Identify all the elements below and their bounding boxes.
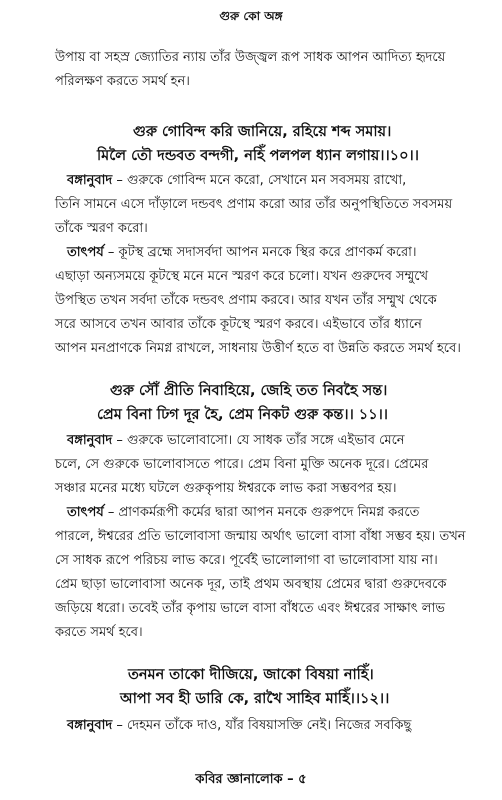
meaning-10-line-1: তাৎপর্য – কূটস্থ ব্রহ্মে সদাসর্বদা আপন মনকে স্থির করে প্রাণকর্ম করো। (67, 245, 417, 260)
meaning-11-line-4: প্রেম ছাড়া ভালোবাসা অনেক দূর, তাই প্রথম অবস্থায় প্রেমের দ্বারা গুরুদেবকে (55, 577, 447, 592)
verse-11-line-1: গুরু সৌঁ প্রীতি নিবাহিয়ে, জেহি তত নিবহৈ সন্ত। (110, 383, 388, 399)
translation-10-line-1: বঙ্গানুবাদ – গুরুকে গোবিন্দ মনে করো, সেখানে মন সবসময় রাখো, (67, 173, 407, 188)
meaning-10-line-5: আপন মনপ্রাণকে নিমগ্ন রাখলে, সাধনায় উত্তীর্ণ হতে বা উন্নতি করতে সমর্থ হবে। (55, 341, 461, 356)
meaning-11-line-5: জড়িয়ে ধরো। তবেই তাঁর কৃপায় ভালে বাসা বাঁধতে এবং ঈশ্বরের সাক্ষাৎ লাভ (55, 601, 445, 616)
translation-11-line-1: বঙ্গানুবাদ – গুরুকে ভালোবাসো। যে সাধক তাঁর সঙ্গে এইভাব মেনে (67, 433, 405, 448)
meaning-label: তাৎপর্য (67, 505, 104, 520)
translation-10-line-2: তিনি সামনে এসে দাঁড়ালে দন্ডবৎ প্রণাম করো আর তাঁর অনুপস্থিতিতে সবসময় (55, 197, 453, 212)
meaning-label: তাৎপর্য (67, 245, 104, 260)
meaning-10-line-3: উপস্থিত তখন সর্বদা তাঁকে দন্ডবৎ প্রণাম করবে। আর যখন তাঁর সম্মুখ থেকে (55, 293, 437, 308)
verse-10-line-2: মিলৈ তৌ দন্ডবত বন্দগী, নহিঁ পলপল ধ্যান লগায়।।১০।। (97, 148, 419, 164)
translation-11-line-2: চলে, সে গুরুকে ভালোবাসতে পারে। প্রেম বিনা মুক্তি অনেক দূরে। প্রেমের (55, 457, 429, 472)
meaning-10-line-4: সরে আসবে তখন আবার তাঁকে কূটস্থে স্মরণ করবে। এইভাবে তাঁর ধ্যানে (55, 317, 422, 332)
meaning-11-line-2: পারলে, ঈশ্বরের প্রতি ভালোবাসা জন্মায় অর্থাৎ ভালো বাসা বাঁধা সম্ভব হয়। তখন (55, 529, 466, 544)
intro-line-2: পরিলক্ষণ করতে সমর্থ হন। (55, 74, 190, 89)
running-header: গুরু কো অঙ্গ (219, 9, 283, 23)
meaning-10-line-2: এছাড়া অন্যসময়ে কূটস্থে মনে মনে স্মরণ করে চলো। যখন গুরুদেব সম্মুখে (55, 269, 428, 284)
translation-label: বঙ্গানুবাদ (67, 718, 113, 733)
verse-11-line-2: প্রেম বিনা ঢিগ দূর হৈ, প্রেম নিকট গুরু কন্ত।। ১১।। (97, 407, 388, 423)
translation-12-line-1: বঙ্গানুবাদ – দেহমন তাঁকে দাও, যাঁর বিষয়াসক্তি নেই। নিজের সবকিছু (67, 718, 412, 733)
translation-label: বঙ্গানুবাদ (67, 433, 113, 448)
verse-10-line-1: গুরু গোবিন্দ করি জানিয়ে, রহিয়ে শব্দ সমায়। (133, 124, 392, 140)
page-footer: কবির জ্ঞানালোক – ৫ (195, 772, 307, 787)
meaning-11-line-1: তাৎপর্য – প্রাণকর্মরূপী কর্মের দ্বারা আপন মনকে গুরুপদে নিমগ্ন করতে (67, 505, 420, 520)
translation-label: বঙ্গানুবাদ (67, 173, 113, 188)
verse-12-line-1: তনমন তাকো দীজিয়ে, জাকো বিষয়া নাহিঁ। (128, 667, 374, 683)
meaning-11-line-3: সে সাধক রূপে পরিচয় লাভ করে। পূর্বেই ভালোলাগা বা ভালোবাসা যায় না। (55, 553, 438, 568)
translation-10-line-3: তাঁকে স্মরণ করো। (55, 221, 148, 236)
meaning-11-line-6: করতে সমর্থ হবে। (55, 625, 143, 640)
intro-line-1: উপায় বা সহস্র জ্যোতির ন্যায় তাঁর উজ্জ্বল রূপ সাধক আপন আদিত্য হৃদয়ে (55, 50, 446, 65)
verse-12-line-2: আপা সব হী ডারি কে, রাখৈ সাহিব মাহিঁ।।১২।। (120, 691, 390, 707)
translation-11-line-3: সঞ্চার মনের মধ্যে ঘটলে গুরুকৃপায় ঈশ্বরকে লাভ করা সম্ভবপর হয়। (55, 481, 397, 496)
